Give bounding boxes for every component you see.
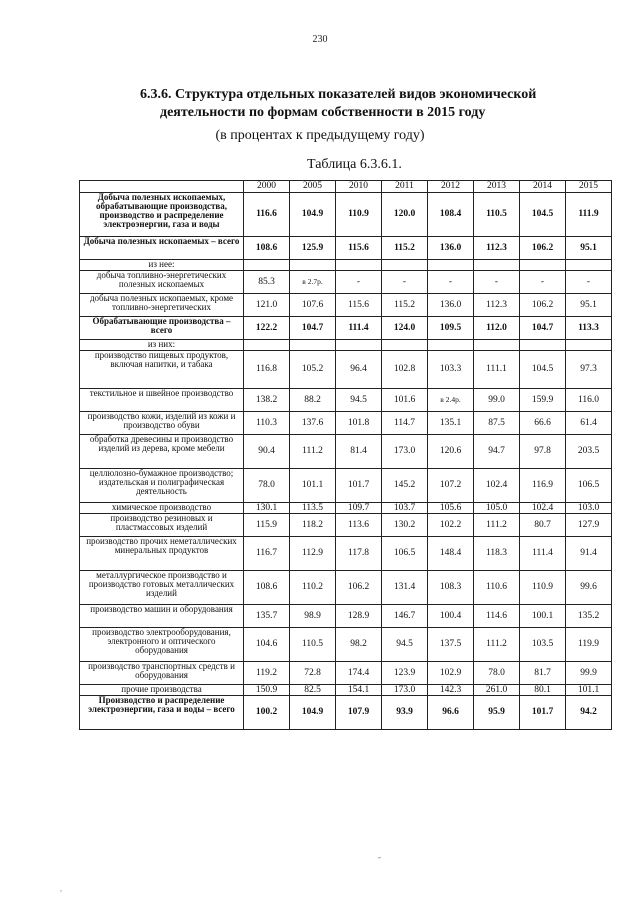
edge-mark: , — [60, 884, 62, 893]
row-label: добыча полезных ископаемых, кроме топливно-энергетических — [80, 294, 244, 317]
table-cell: 154.1 — [336, 685, 382, 696]
table-row — [80, 412, 612, 435]
table-cell: 110.5 — [474, 193, 520, 237]
header-cell: 2015 — [566, 181, 612, 193]
table-cell: 116.7 — [244, 537, 290, 571]
row-label: добыча топливно-энергетических полезных ископаемых — [80, 271, 244, 294]
table-row — [80, 514, 612, 537]
page-number: 230 — [312, 34, 328, 45]
row-label: целлюлозно-бумажное производство; издательская и полиграфическая деятельность — [80, 469, 244, 503]
table-cell: 136.0 — [428, 294, 474, 317]
table-cell — [244, 340, 290, 351]
table-cell: 78.0 — [474, 662, 520, 685]
table-cell — [428, 340, 474, 351]
table-cell: 174.4 — [336, 662, 382, 685]
table-cell: 108.6 — [244, 237, 290, 260]
table-cell: 261.0 — [474, 685, 520, 696]
table-cell: 104.6 — [244, 628, 290, 662]
row-label: химическое производство — [80, 503, 244, 514]
table-cell: 100.2 — [244, 696, 290, 730]
table-row — [80, 469, 612, 503]
row-label: производство пищевых продуктов, включая напитки, и табака — [80, 351, 244, 389]
table-cell: 111.2 — [290, 435, 336, 469]
row-label: производство электрооборудования, электронного и оптического оборудования — [80, 628, 244, 662]
row-label: Производство и распределение электроэнергии, газа и воды – всего — [80, 696, 244, 730]
stray-mark: - — [378, 852, 381, 862]
table-label: Таблица 6.3.6.1. — [307, 157, 402, 172]
section-title-line-2: деятельности по формам собственности в 2015 году — [160, 105, 486, 120]
table-cell: 113.5 — [290, 503, 336, 514]
table-cell: 116.6 — [244, 193, 290, 237]
table-cell — [566, 340, 612, 351]
table-cell: 66.6 — [520, 412, 566, 435]
table-cell: - — [566, 271, 612, 294]
table-cell: 120.0 — [382, 193, 428, 237]
table-row — [80, 237, 612, 260]
table-cell: 96.4 — [336, 351, 382, 389]
table-cell: 94.2 — [566, 696, 612, 730]
table-cell: 102.8 — [382, 351, 428, 389]
table-cell: 148.4 — [428, 537, 474, 571]
row-label: производство транспортных средств и оборудования — [80, 662, 244, 685]
table-cell: 142.3 — [428, 685, 474, 696]
table-cell: 111.4 — [520, 537, 566, 571]
row-label: металлургическое производство и производство готовых металлических изделий — [80, 571, 244, 605]
table-cell: 93.9 — [382, 696, 428, 730]
table-cell: 97.8 — [520, 435, 566, 469]
row-label: прочие производства — [80, 685, 244, 696]
table-row — [80, 696, 612, 730]
row-label: Добыча полезных ископаемых, обрабатывающие производства, производство и распределение электроэнергии, газа и воды — [80, 193, 244, 237]
table-cell: 104.7 — [290, 317, 336, 340]
table-cell: 102.4 — [520, 503, 566, 514]
table-row — [80, 271, 612, 294]
table-cell: 120.6 — [428, 435, 474, 469]
table-cell: 146.7 — [382, 605, 428, 628]
row-label: из нее: — [80, 260, 244, 271]
table-cell: 122.2 — [244, 317, 290, 340]
table-body — [80, 193, 612, 730]
table-row — [80, 571, 612, 605]
table-row — [80, 389, 612, 412]
table-row — [80, 435, 612, 469]
table-cell: 106.2 — [336, 571, 382, 605]
table-cell: 81.4 — [336, 435, 382, 469]
table-cell: 102.4 — [474, 469, 520, 503]
table-cell — [336, 340, 382, 351]
table-cell: 105.2 — [290, 351, 336, 389]
header-cell: 2012 — [428, 181, 474, 193]
table-cell: - — [382, 271, 428, 294]
table-cell: 101.6 — [382, 389, 428, 412]
table-cell: 111.9 — [566, 193, 612, 237]
table-cell: 119.2 — [244, 662, 290, 685]
table-cell: 61.4 — [566, 412, 612, 435]
table-cell: 121.0 — [244, 294, 290, 317]
table-cell: 94.5 — [382, 628, 428, 662]
table-cell — [336, 260, 382, 271]
table-cell: 115.2 — [382, 294, 428, 317]
table-cell: 94.5 — [336, 389, 382, 412]
table-row — [80, 605, 612, 628]
table-cell: 110.9 — [520, 571, 566, 605]
table-row — [80, 685, 612, 696]
table-row — [80, 662, 612, 685]
table-cell: 100.4 — [428, 605, 474, 628]
row-label: Обрабатывающие производства – всего — [80, 317, 244, 340]
table-cell — [428, 260, 474, 271]
table-cell: 130.1 — [244, 503, 290, 514]
table-cell: 137.6 — [290, 412, 336, 435]
table-cell: 112.9 — [290, 537, 336, 571]
statistics-table — [79, 180, 612, 730]
table-cell — [382, 340, 428, 351]
table-cell: 145.2 — [382, 469, 428, 503]
table-cell: 101.8 — [336, 412, 382, 435]
table-cell: - — [336, 271, 382, 294]
table-cell: 78.0 — [244, 469, 290, 503]
table-cell: 110.5 — [290, 628, 336, 662]
table-cell: 127.9 — [566, 514, 612, 537]
table-cell: 101.7 — [336, 469, 382, 503]
row-label: производство кожи, изделий из кожи и производство обуви — [80, 412, 244, 435]
table-cell: 110.2 — [290, 571, 336, 605]
table-cell: 94.7 — [474, 435, 520, 469]
table-cell: 107.9 — [336, 696, 382, 730]
header-cell: 2010 — [336, 181, 382, 193]
table-cell: 110.9 — [336, 193, 382, 237]
table-cell: 85.3 — [244, 271, 290, 294]
table-cell: 110.6 — [474, 571, 520, 605]
table-cell: 119.9 — [566, 628, 612, 662]
table-row — [80, 340, 612, 351]
table-cell: 114.7 — [382, 412, 428, 435]
table-cell: 125.9 — [290, 237, 336, 260]
table-cell: 106.2 — [520, 294, 566, 317]
table-cell: 135.2 — [566, 605, 612, 628]
table-cell: 118.3 — [474, 537, 520, 571]
table-cell: 111.4 — [336, 317, 382, 340]
table-cell: 115.6 — [336, 294, 382, 317]
table-cell: 111.1 — [474, 351, 520, 389]
table-cell: 106.2 — [520, 237, 566, 260]
table-cell: 102.9 — [428, 662, 474, 685]
table-cell: 99.9 — [566, 662, 612, 685]
table-cell — [520, 260, 566, 271]
table-row — [80, 628, 612, 662]
table-cell: 90.4 — [244, 435, 290, 469]
table-row — [80, 503, 612, 514]
row-label: обработка древесины и производство изделий из дерева, кроме мебели — [80, 435, 244, 469]
table-cell: 113.6 — [336, 514, 382, 537]
table-cell: 72.8 — [290, 662, 336, 685]
table-row — [80, 537, 612, 571]
table-cell: 101.7 — [520, 696, 566, 730]
table-cell: 116.8 — [244, 351, 290, 389]
section-title — [140, 86, 580, 122]
row-label: производство резиновых и пластмассовых изделий — [80, 514, 244, 537]
table-cell: 91.4 — [566, 537, 612, 571]
table-cell: 135.1 — [428, 412, 474, 435]
table-cell: - — [474, 271, 520, 294]
table-cell: 101.1 — [290, 469, 336, 503]
table-cell: - — [520, 271, 566, 294]
table-cell — [290, 340, 336, 351]
table-cell: 112.3 — [474, 237, 520, 260]
row-label: Добыча полезных ископаемых – всего — [80, 237, 244, 260]
table-cell: 104.9 — [290, 193, 336, 237]
table-cell: 109.7 — [336, 503, 382, 514]
table-cell: 124.0 — [382, 317, 428, 340]
table-cell: 107.6 — [290, 294, 336, 317]
table-cell: 114.6 — [474, 605, 520, 628]
table-cell: 97.3 — [566, 351, 612, 389]
table-cell — [382, 260, 428, 271]
table-cell: 82.5 — [290, 685, 336, 696]
table-cell: 108.4 — [428, 193, 474, 237]
table-cell — [290, 260, 336, 271]
table-cell: 115.9 — [244, 514, 290, 537]
table-cell: 98.2 — [336, 628, 382, 662]
table-cell: 103.7 — [382, 503, 428, 514]
table-cell: 108.6 — [244, 571, 290, 605]
header-cell: 2005 — [290, 181, 336, 193]
table-cell: 104.5 — [520, 351, 566, 389]
table-subtitle: (в процентах к предыдущему году) — [215, 128, 425, 143]
table-cell: 109.5 — [428, 317, 474, 340]
table-cell: 137.5 — [428, 628, 474, 662]
table-cell: 173.0 — [382, 685, 428, 696]
table-cell: 113.3 — [566, 317, 612, 340]
table-cell: 106.5 — [566, 469, 612, 503]
table-cell: 98.9 — [290, 605, 336, 628]
table-cell: 117.8 — [336, 537, 382, 571]
table-cell: 108.3 — [428, 571, 474, 605]
table-cell: в 2.4р. — [428, 389, 474, 412]
header-cell: 2000 — [244, 181, 290, 193]
table-cell — [520, 340, 566, 351]
table-cell: 115.2 — [382, 237, 428, 260]
table-cell: 118.2 — [290, 514, 336, 537]
table-header-row — [80, 181, 612, 193]
section-title-line-1: 6.3.6. Структура отдельных показателей видов экономической — [140, 87, 537, 102]
table-cell: 103.5 — [520, 628, 566, 662]
table-cell: 88.2 — [290, 389, 336, 412]
table-cell: 95.9 — [474, 696, 520, 730]
table-cell: 107.2 — [428, 469, 474, 503]
header-cell: 2011 — [382, 181, 428, 193]
table-cell: 101.1 — [566, 685, 612, 696]
table-cell: 104.9 — [290, 696, 336, 730]
table-row — [80, 193, 612, 237]
table-cell: 96.6 — [428, 696, 474, 730]
table-cell: 111.2 — [474, 514, 520, 537]
table-cell: 116.0 — [566, 389, 612, 412]
table-cell — [474, 340, 520, 351]
table-cell: 128.9 — [336, 605, 382, 628]
table-row — [80, 294, 612, 317]
table-cell: 123.9 — [382, 662, 428, 685]
table-cell: 106.5 — [382, 537, 428, 571]
table-cell: 81.7 — [520, 662, 566, 685]
table-cell: 173.0 — [382, 435, 428, 469]
table-cell: 111.2 — [474, 628, 520, 662]
table-cell: 105.6 — [428, 503, 474, 514]
table-cell: 203.5 — [566, 435, 612, 469]
table-cell: 102.2 — [428, 514, 474, 537]
table-cell: 110.3 — [244, 412, 290, 435]
table-cell: 116.9 — [520, 469, 566, 503]
table-row — [80, 351, 612, 389]
table-cell: 130.2 — [382, 514, 428, 537]
table-cell: 95.1 — [566, 294, 612, 317]
row-label: из них: — [80, 340, 244, 351]
table-cell: 136.0 — [428, 237, 474, 260]
table-cell: 159.9 — [520, 389, 566, 412]
table-cell: 99.6 — [566, 571, 612, 605]
table-cell: 135.7 — [244, 605, 290, 628]
table-cell — [566, 260, 612, 271]
table-cell: 99.0 — [474, 389, 520, 412]
table-cell: - — [428, 271, 474, 294]
table-cell — [244, 260, 290, 271]
table-cell: 100.1 — [520, 605, 566, 628]
table-cell: 80.7 — [520, 514, 566, 537]
table-cell: 104.5 — [520, 193, 566, 237]
table-cell: 104.7 — [520, 317, 566, 340]
table-cell: 103.3 — [428, 351, 474, 389]
table-cell: 105.0 — [474, 503, 520, 514]
table-cell: 87.5 — [474, 412, 520, 435]
table-cell: 80.1 — [520, 685, 566, 696]
table-cell: 112.3 — [474, 294, 520, 317]
table-cell: 131.4 — [382, 571, 428, 605]
table-cell: 112.0 — [474, 317, 520, 340]
row-label: текстильное и швейное производство — [80, 389, 244, 412]
table-cell — [474, 260, 520, 271]
row-label: производство прочих неметаллических минеральных продуктов — [80, 537, 244, 571]
header-cell: 2013 — [474, 181, 520, 193]
table-row — [80, 260, 612, 271]
table-cell: 138.2 — [244, 389, 290, 412]
row-label: производство машин и оборудования — [80, 605, 244, 628]
table-row — [80, 317, 612, 340]
table-cell: в 2.7р. — [290, 271, 336, 294]
table-cell: 115.6 — [336, 237, 382, 260]
table-cell: 103.0 — [566, 503, 612, 514]
table-cell: 95.1 — [566, 237, 612, 260]
table-cell: 150.9 — [244, 685, 290, 696]
header-cell — [80, 181, 244, 193]
header-cell: 2014 — [520, 181, 566, 193]
